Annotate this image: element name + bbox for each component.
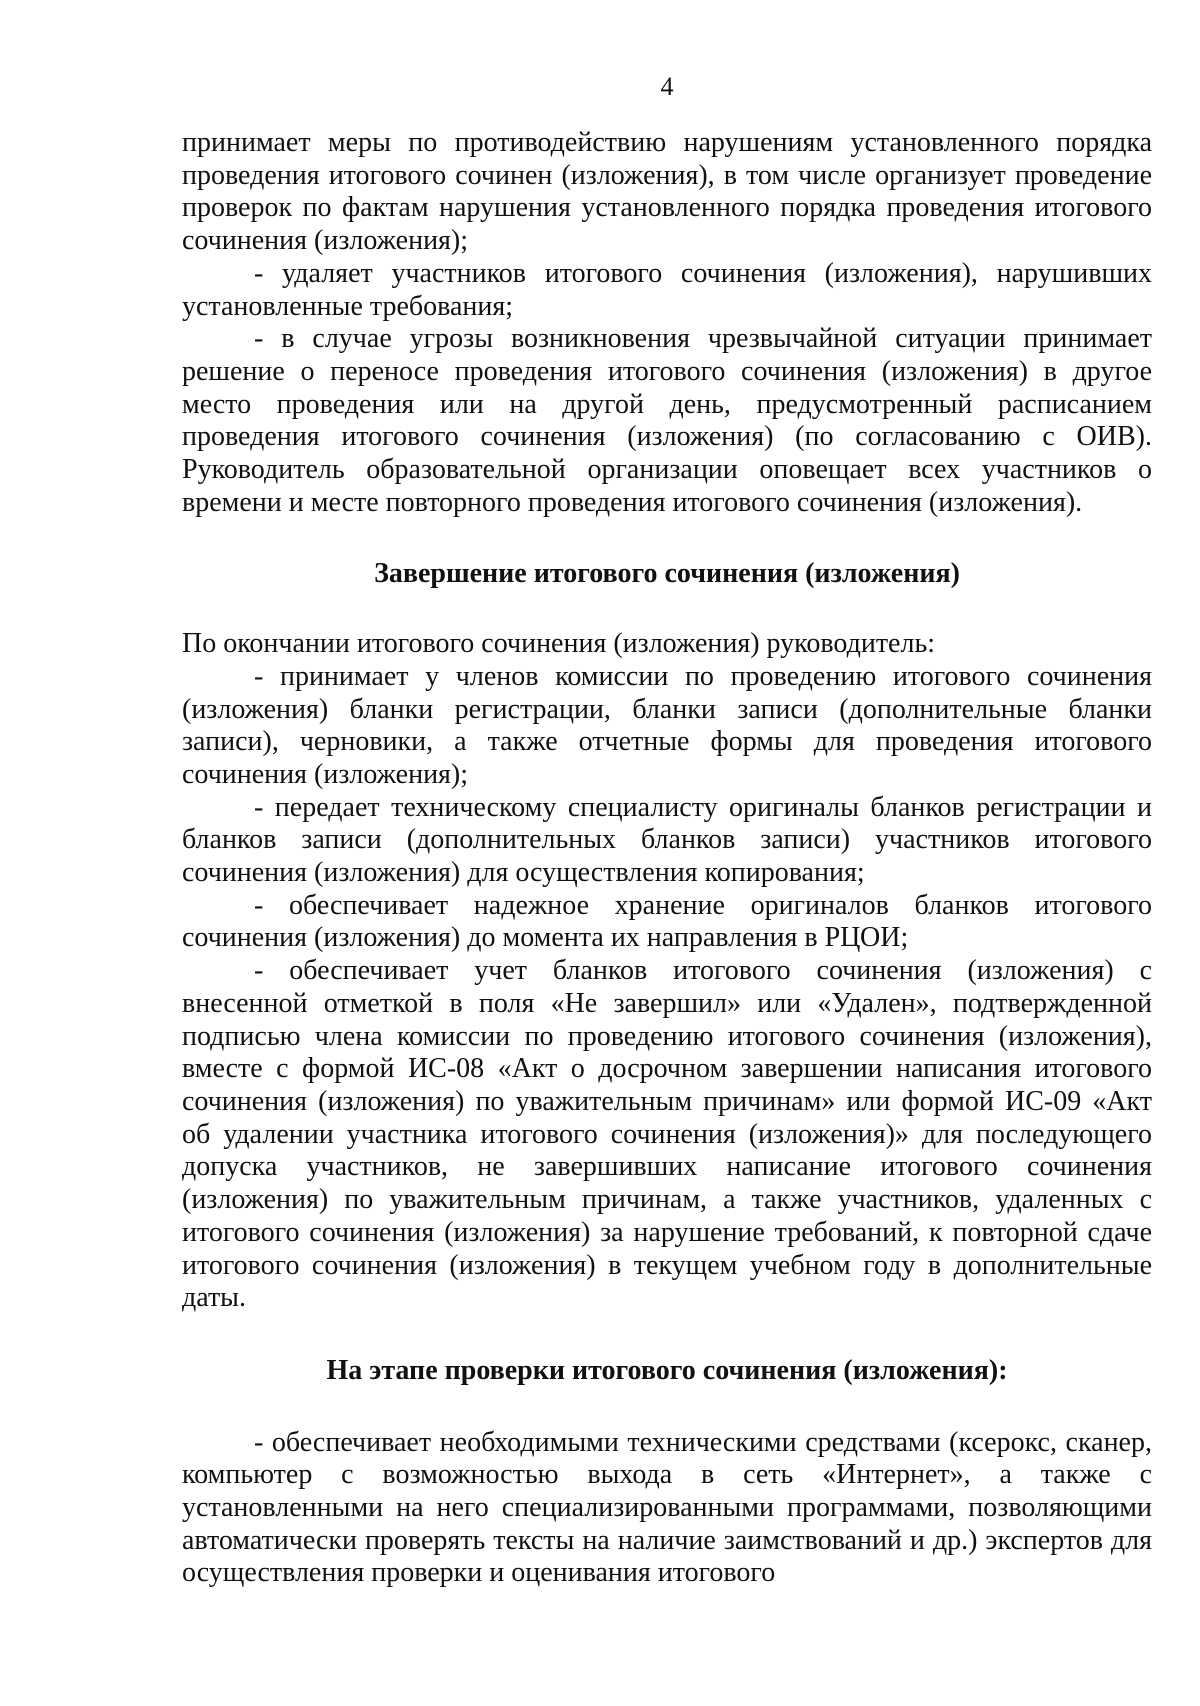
section-intro: По окончании итогового сочинения (изложения) руководитель: <box>182 628 936 660</box>
page-number: 4 <box>660 72 674 101</box>
section-heading-checking: На этапе проверки итогового сочинения (изложения): <box>326 1354 1008 1386</box>
list-item: - обеспечивает учет бланков итогового сочинения (изложения) с внесенной отметкой в поля «Не завершил» или «Удален», подтвержденной подписью члена комиссии по проведению итогового сочинения (изложения), вместе с формой ИС-08 «Акт о досрочном завершении написания итогового сочинения (изложения) по уважительным причинам» или формой ИС-09 «Акт об удалении участника итогового сочинения (изложения)» для последующего допуска участников, не завершивших написание итогового сочинения (изложения) по уважительным причинам, а также участников, удаленных с итогового сочинения (изложения) за нарушение требований, к повторной сдаче итогового сочинения (изложения) в текущем учебном году в дополнительные даты. <box>182 955 1152 1314</box>
list-item: - обеспечивает надежное хранение оригиналов бланков итогового сочинения (изложения) до момента их направления в РЦОИ; <box>182 889 1152 954</box>
list-item: - обеспечивает необходимыми техническими средствами (ксерокс, сканер, компьютер с возможностью выхода в сеть «Интернет», а также с установленными на него специализированными программами, позволяющими автоматически проверять тексты на наличие заимствований и др.) экспертов для осуществления проверки и оценивания итогового <box>182 1426 1152 1589</box>
document-body <box>182 127 1152 1590</box>
paragraph-measures: принимает меры по противодействию нарушениям установленного порядка проведения итогового сочинен (изложения), в том числе организует проведение проверок по фактам нарушения установленного порядка проведения итогового сочинения (изложения); <box>182 127 1152 257</box>
list-item: - принимает у членов комиссии по проведению итогового сочинения (изложения) бланки регистрации, бланки записи (дополнительные бланки записи), черновики, а также отчетные формы для проведения итогового сочинения (изложения); <box>182 660 1152 790</box>
section-heading-completion: Завершение итогового сочинения (изложения) <box>374 558 960 590</box>
list-item: - передает техническому специалисту оригиналы бланков регистрации и бланков записи (дополнительных бланков записи) участников итогового сочинения (изложения) для осуществления копирования; <box>182 791 1152 889</box>
paragraph-remove-participants: - удаляет участников итогового сочинения (изложения), нарушивших установленные требования; <box>182 257 1152 322</box>
paragraph-emergency: - в случае угрозы возникновения чрезвычайной ситуации принимает решение о переносе проведения итогового сочинения (изложения) в другое место проведения или на другой день, предусмотренный расписанием проведения итогового сочинения (изложения) (по согласованию с ОИВ). Руководитель образовательной организации оповещает всех участников о времени и месте повторного проведения итогового сочинения (изложения). <box>182 323 1152 518</box>
